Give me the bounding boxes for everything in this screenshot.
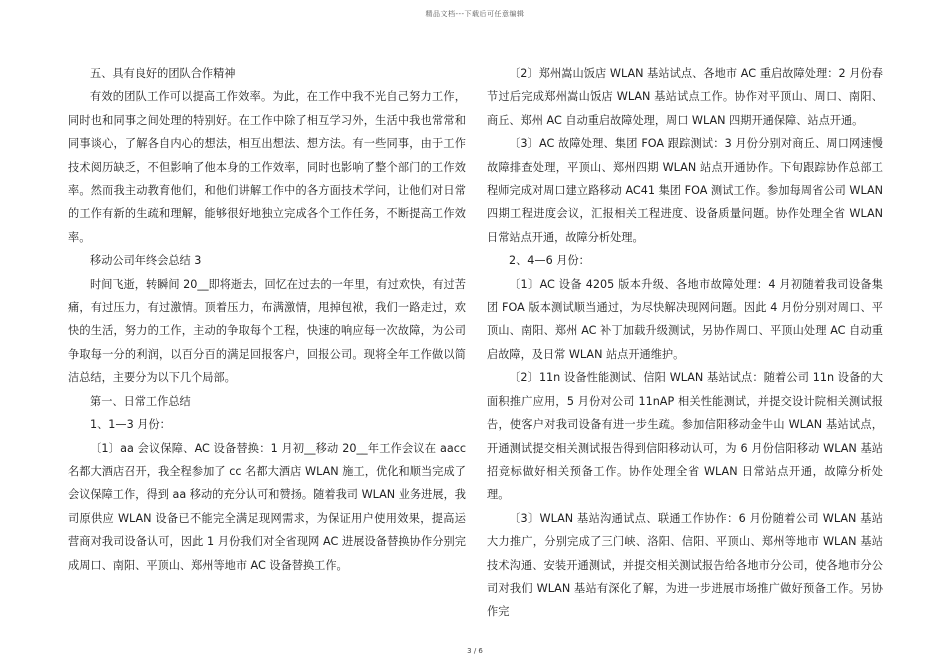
heading-jan-mar: 1、1—3 月份： xyxy=(90,418,171,432)
heading-summary-3: 移动公司年终会总结 3 xyxy=(90,254,202,268)
paragraph-11n-testing: 〔2〕11n 设备性能测试、信阳 WLAN 基站试点：随着公司 11n 设备的大面积推广应用，5 月份对公司 11nAP 相关性能测试，并提交设计院相关测试报告，使客户对我司设备有进一步生疏。参加信阳移动金牛山 WLAN 基站试点，开通测试提交相关测试报告得到信阳移动认可，为 6 月份信阳移动 WLAN 基站招竞标做好相关预备工作。协作处理全省 WLAN 日常站点开通，故障分析处理。 xyxy=(487,371,883,502)
paragraph-songshan-trial: 〔2〕郑州嵩山饭店 WLAN 基站试点、各地市 AC 重启故障处理：2 月份春节过后完成郑州嵩山饭店 WLAN 基站试点工作。协作对平顶山、周口、南阳、商丘、郑州 AC 自动重启故障处理，周口 WLAN 四期开通保障、站点开通。 xyxy=(487,67,883,127)
left-column xyxy=(68,62,466,577)
heading-teamwork: 五、具有良好的团队合作精神 xyxy=(90,67,236,80)
page-header: 精品文档---下载后可任意编辑 xyxy=(425,10,525,18)
heading-apr-jun: 2、4—6 月份： xyxy=(509,254,590,268)
paragraph-ac-replacement: 〔1〕aa 会议保障、AC 设备替换：1 月初__移动 20__年工作会议在 aacc 名都大酒店召开，我全程参加了 cc 名都大酒店 WLAN 施工，优化和顺当完成了会议保障工作，得到 aa 移动的充分认可和赞扬。随着我司 WLAN 业务进展，我司原供应 WLAN 设备已不能完全满足现网需求，为保证用户使用效果，提高运营商对我司设备认可，因此 1 月份我们对全省现网 AC 进展设备替换协作分别完成周口、南阳、平顶山、郑州等地市 AC 设备替换工作。 xyxy=(68,441,466,572)
paragraph-teamwork: 有效的团队工作可以提高工作效率。为此，在工作中我不光自己努力工作，同时也和同事之间处理的特别好。在工作中除了相互学习外，生活中我也常常和同事谈心，了解各自内心的想法，相互出想法、想方法。有一些同事，由于工作技术阅历缺乏，不但影响了他本身的工作效率，同时也影响了整个部门的工作效率。然而我主动教育他们，和他们讲解工作中的各方面技术学问，让他们对日常的工作有新的生疏和理解，能够很好地独立完成各个工作任务，不断提高工作效率。 xyxy=(68,90,466,244)
heading-daily-work: 第一、日常工作总结 xyxy=(90,394,191,408)
page-number: 3 / 6 xyxy=(467,647,483,655)
paragraph-foa-testing: 〔3〕AC 故障处理、集团 FOA 跟踪测试：3 月份分别对商丘、周口网速慢故障排查处理，平顶山、郑州四期 WLAN 站点开通协作。下旬跟踪协作总部工程师完成对周口建立路移动 AC41 集团 FOA 测试工作。参加每周省公司 WLAN 四期工程进度会议，汇报相关工程进度、设备质量问题。协作处理全省 WLAN 日常站点开通，故障分析处理。 xyxy=(487,137,883,244)
paragraph-base-station: 〔3〕WLAN 基站沟通试点、联通工作协作：6 月份随着公司 WLAN 基站大力推广，分别完成了三门峡、洛阳、信阳、平顶山、郑州等地市 WLAN 基站技术沟通、安装开通测试，并提交相关测试报告给各地市分公司，使各地市分公司对我们 WLAN 基站有深化了解，为进一步进展市场推广做好预备工作。另协作完 xyxy=(487,511,883,619)
right-column xyxy=(487,62,883,624)
paragraph-version-upgrade: 〔1〕AC 设备 4205 版本升级、各地市故障处理：4 月初随着我司设备集团 FOA 版本测试顺当通过，为尽快解决现网问题。因此 4 月份分别对周口、平顶山、南阳、郑州 AC 补丁加载升级测试，另协作周口、平顶山处理 AC 自动重启故障，及日常 WLAN 站点开通维护。 xyxy=(487,277,883,361)
paragraph-intro: 时间飞逝，转瞬间 20__即将逝去，回忆在过去的一年里，有过欢快，有过苦痛，有过压力，有过激情。顶着压力，布满激情，甩掉包袱，我们一路走过，欢快的生活，努力的工作，主动的争取每个工程，快速的响应每一次故障，为公司争取每一分的利润，以百分百的满足回报客户，回报公司。现将全年工作做以简洁总结，主要分为以下几个局部。 xyxy=(68,277,466,385)
